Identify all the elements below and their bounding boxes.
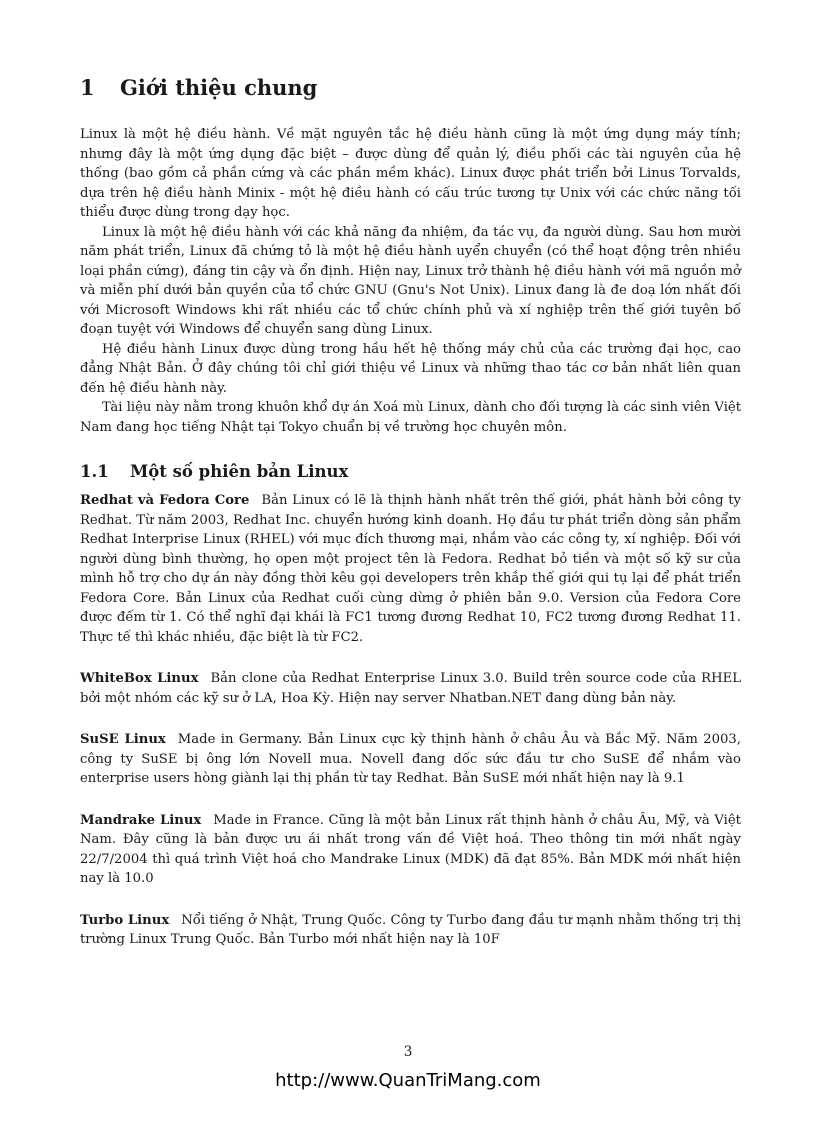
entry-text: Bản clone của Redhat Enterprise Linux 3.0. Build trên source code của RHEL bởi một nhóm các kỹ sư ở LA, Hoa Kỳ. Hiện nay server Nhatban.NET đang dùng bản này. [80, 671, 741, 706]
entry-text: Bản Linux có lẽ là thịnh hành nhất trên thế giới, phát hành bởi công ty Redhat. Từ năm 2003, Redhat Inc. chuyển hướng kinh doanh. Họ đầu tư phát triển dòng sản phẩm Redhat Interprise Linux (RHEL) với mục đích thương mại, nhắm vào các công ty, xí nghiệp. Đối với người dùng bình thường, họ open một project tên là Fedora. Redhat bỏ tiền và một số kỹ sư của mình hỗ trợ cho dự án này đồng thời kêu gọi developers trên khắp thế giới qui tụ lại để phát triển Fedora Core. Bản Linux của Redhat cuối cùng dừng ở phiên bản 9.0. Version của Fedora Core được đếm từ 1. Có thể nghĩ đại khái là FC1 tương đương Redhat 10, FC2 tương đương Redhat 11. Thực tế thì khác nhiều, đặc biệt là từ FC2. [80, 493, 741, 645]
entry-term: Turbo Linux [80, 912, 170, 928]
footer-url[interactable]: http://www.QuanTriMang.com [275, 1070, 541, 1091]
section-number: 1 [80, 75, 95, 100]
intro-paragraph-4: Tài liệu này nằm trong khuôn khổ dự án Xoá mù Linux, dành cho đối tượng là các sinh viên Việt Nam đang học tiếng Nhật tại Tokyo chuẩn bị về trường học chuyên môn. [80, 400, 742, 435]
entry-turbo [80, 911, 741, 950]
subsection-number: 1.1 [80, 462, 109, 481]
entry-text: Nổi tiếng ở Nhật, Trung Quốc. Công ty Turbo đang đầu tư mạnh nhằm thống trị thị trường Linux Trung Quốc. Bản Turbo mới nhất hiện nay là 10F [80, 912, 741, 947]
section-heading [80, 74, 741, 102]
document-page [80, 74, 741, 972]
entry-text: Made in France. Cũng là một bản Linux rất thịnh hành ở châu Âu, Mỹ, và Việt Nam. Đây cũng là bản được ưu ái nhất trong vấn đề Việt hoá. Theo thông tin mới nhất ngày 22/7/2004 thì quá trình Việt hoá cho Mandrake Linux (MDK) đã đạt 85%. Bản MDK mới nhất hiện nay là 10.0 [80, 812, 741, 886]
intro-paragraph-2: Linux là một hệ điều hành với các khả năng đa nhiệm, đa tác vụ, đa người dùng. Sau hơn mười năm phát triển, Linux đã chứng tỏ là một hệ điều hành uyển chuyển (có thể hoạt động trên nhiều loại phần cứng), đáng tin cậy và ổn định. Hiện nay, Linux trở thành hệ điều hành với mã nguồn mở và miễn phí dưới bản quyền của tổ chức GNU (Gnu's Not Unix). Linux đang là đe doạ lớn nhất đối với Microsoft Windows khi rất nhiều các tổ chức chính phủ và xí nghiệp trên thế giới tuyên bố đoạn tuyệt với Windows để chuyển sang dùng Linux. [80, 224, 741, 337]
intro-paragraph-3: Hệ điều hành Linux được dùng trong hầu hết hệ thống máy chủ của các trường đại học, cao đẳng Nhật Bản. Ở đây chúng tôi chỉ giới thiệu về Linux và những thao tác cơ bản nhất liên quan đến hệ điều hành này. [80, 341, 741, 396]
entry-whitebox [80, 669, 741, 708]
entry-term: SuSE Linux [80, 732, 166, 747]
section-title: Giới thiệu chung [120, 75, 318, 100]
entry-mandrake [80, 811, 741, 889]
subsection-title: Một số phiên bản Linux [130, 462, 349, 481]
entry-redhat [80, 491, 741, 647]
intro-paragraph-1: Linux là một hệ điều hành. Về mặt nguyên tắc hệ điều hành cũng là một ứng dụng máy tính; nhưng đây là một ứng dụng đặc biệt – được dùng để quản lý, điều phối các tài nguyên của hệ thống (bao gồm cả phần cứng và các phần mềm khác). Linux được phát triển bởi Linus Torvalds, dựa trên hệ điều hành Minix - một hệ điều hành có cấu trúc tương tự Unix với các chức năng tối thiểu được dùng trong dạy học. [80, 127, 741, 220]
entry-term: Mandrake Linux [80, 812, 202, 828]
entry-text: Made in Germany. Bản Linux cực kỳ thịnh hành ở châu Âu và Bắc Mỹ. Năm 2003, công ty SuSE bị ông lớn Novell mua. Novell đang dốc sức đầu tư cho SuSE để nhắm vào enterprise users hòng giành lại thị phần từ tay Redhat. Bản SuSE mới nhất hiện nay là 9.1 [80, 732, 741, 786]
entry-term: Redhat và Fedora Core [80, 493, 250, 508]
page-number: 3 [403, 1044, 413, 1060]
entry-term: WhiteBox Linux [80, 671, 199, 686]
entry-suse [80, 730, 741, 789]
subsection-heading [80, 461, 741, 483]
